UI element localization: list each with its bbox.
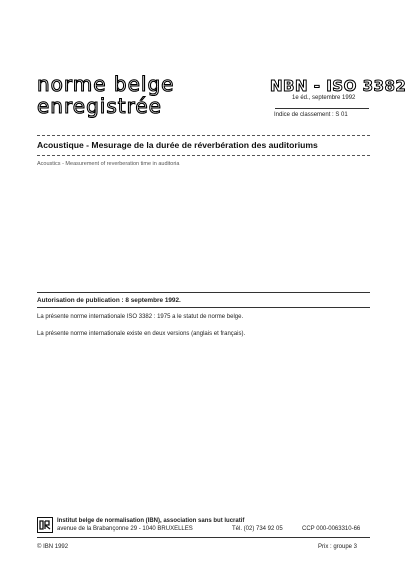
brand-line-2: enregistrée [37,94,162,118]
institute-name: Institut belge de normalisation (IBN), association sans but lucratif [57,518,245,524]
price-group: Prix : groupe 3 [318,544,358,550]
edition-date: 1e éd., septembre 1992 [292,95,356,101]
document-title: Acoustique - Mesurage de la durée de réverbération des auditoriums [37,140,318,150]
institute-phone: Tél. (02) 734 92 05 [232,526,283,532]
brand-line-1: norme belge [37,72,175,96]
copyright: © IBN 1992 [37,544,69,550]
ibn-logo-icon [37,517,53,533]
document-title-english: Acoustics - Measurement of reverberation time in auditoria [37,161,180,167]
versions-statement: La présente norme internationale existe en deux versions (anglais et français). [37,331,246,337]
institute-address: avenue de la Brabançonne 29 - 1040 BRUXELLES [57,526,193,532]
footer-rule [37,537,370,538]
standard-number: NBN - ISO 3382 [270,77,407,95]
institute-ccp: CCP 000-0063310-66 [302,526,361,532]
title-rule-top [37,135,370,136]
title-rule-bottom [37,155,370,156]
classification-index: Indice de classement : S 01 [274,112,348,118]
publication-authorization: Autorisation de publication : 8 septembre 1992. [37,297,181,304]
header-rule [275,108,369,109]
body-rule-mid [37,307,370,308]
body-rule-top [37,292,370,293]
status-statement: La présente norme internationale ISO 3382 : 1975 a le statut de norme belge. [37,314,244,320]
